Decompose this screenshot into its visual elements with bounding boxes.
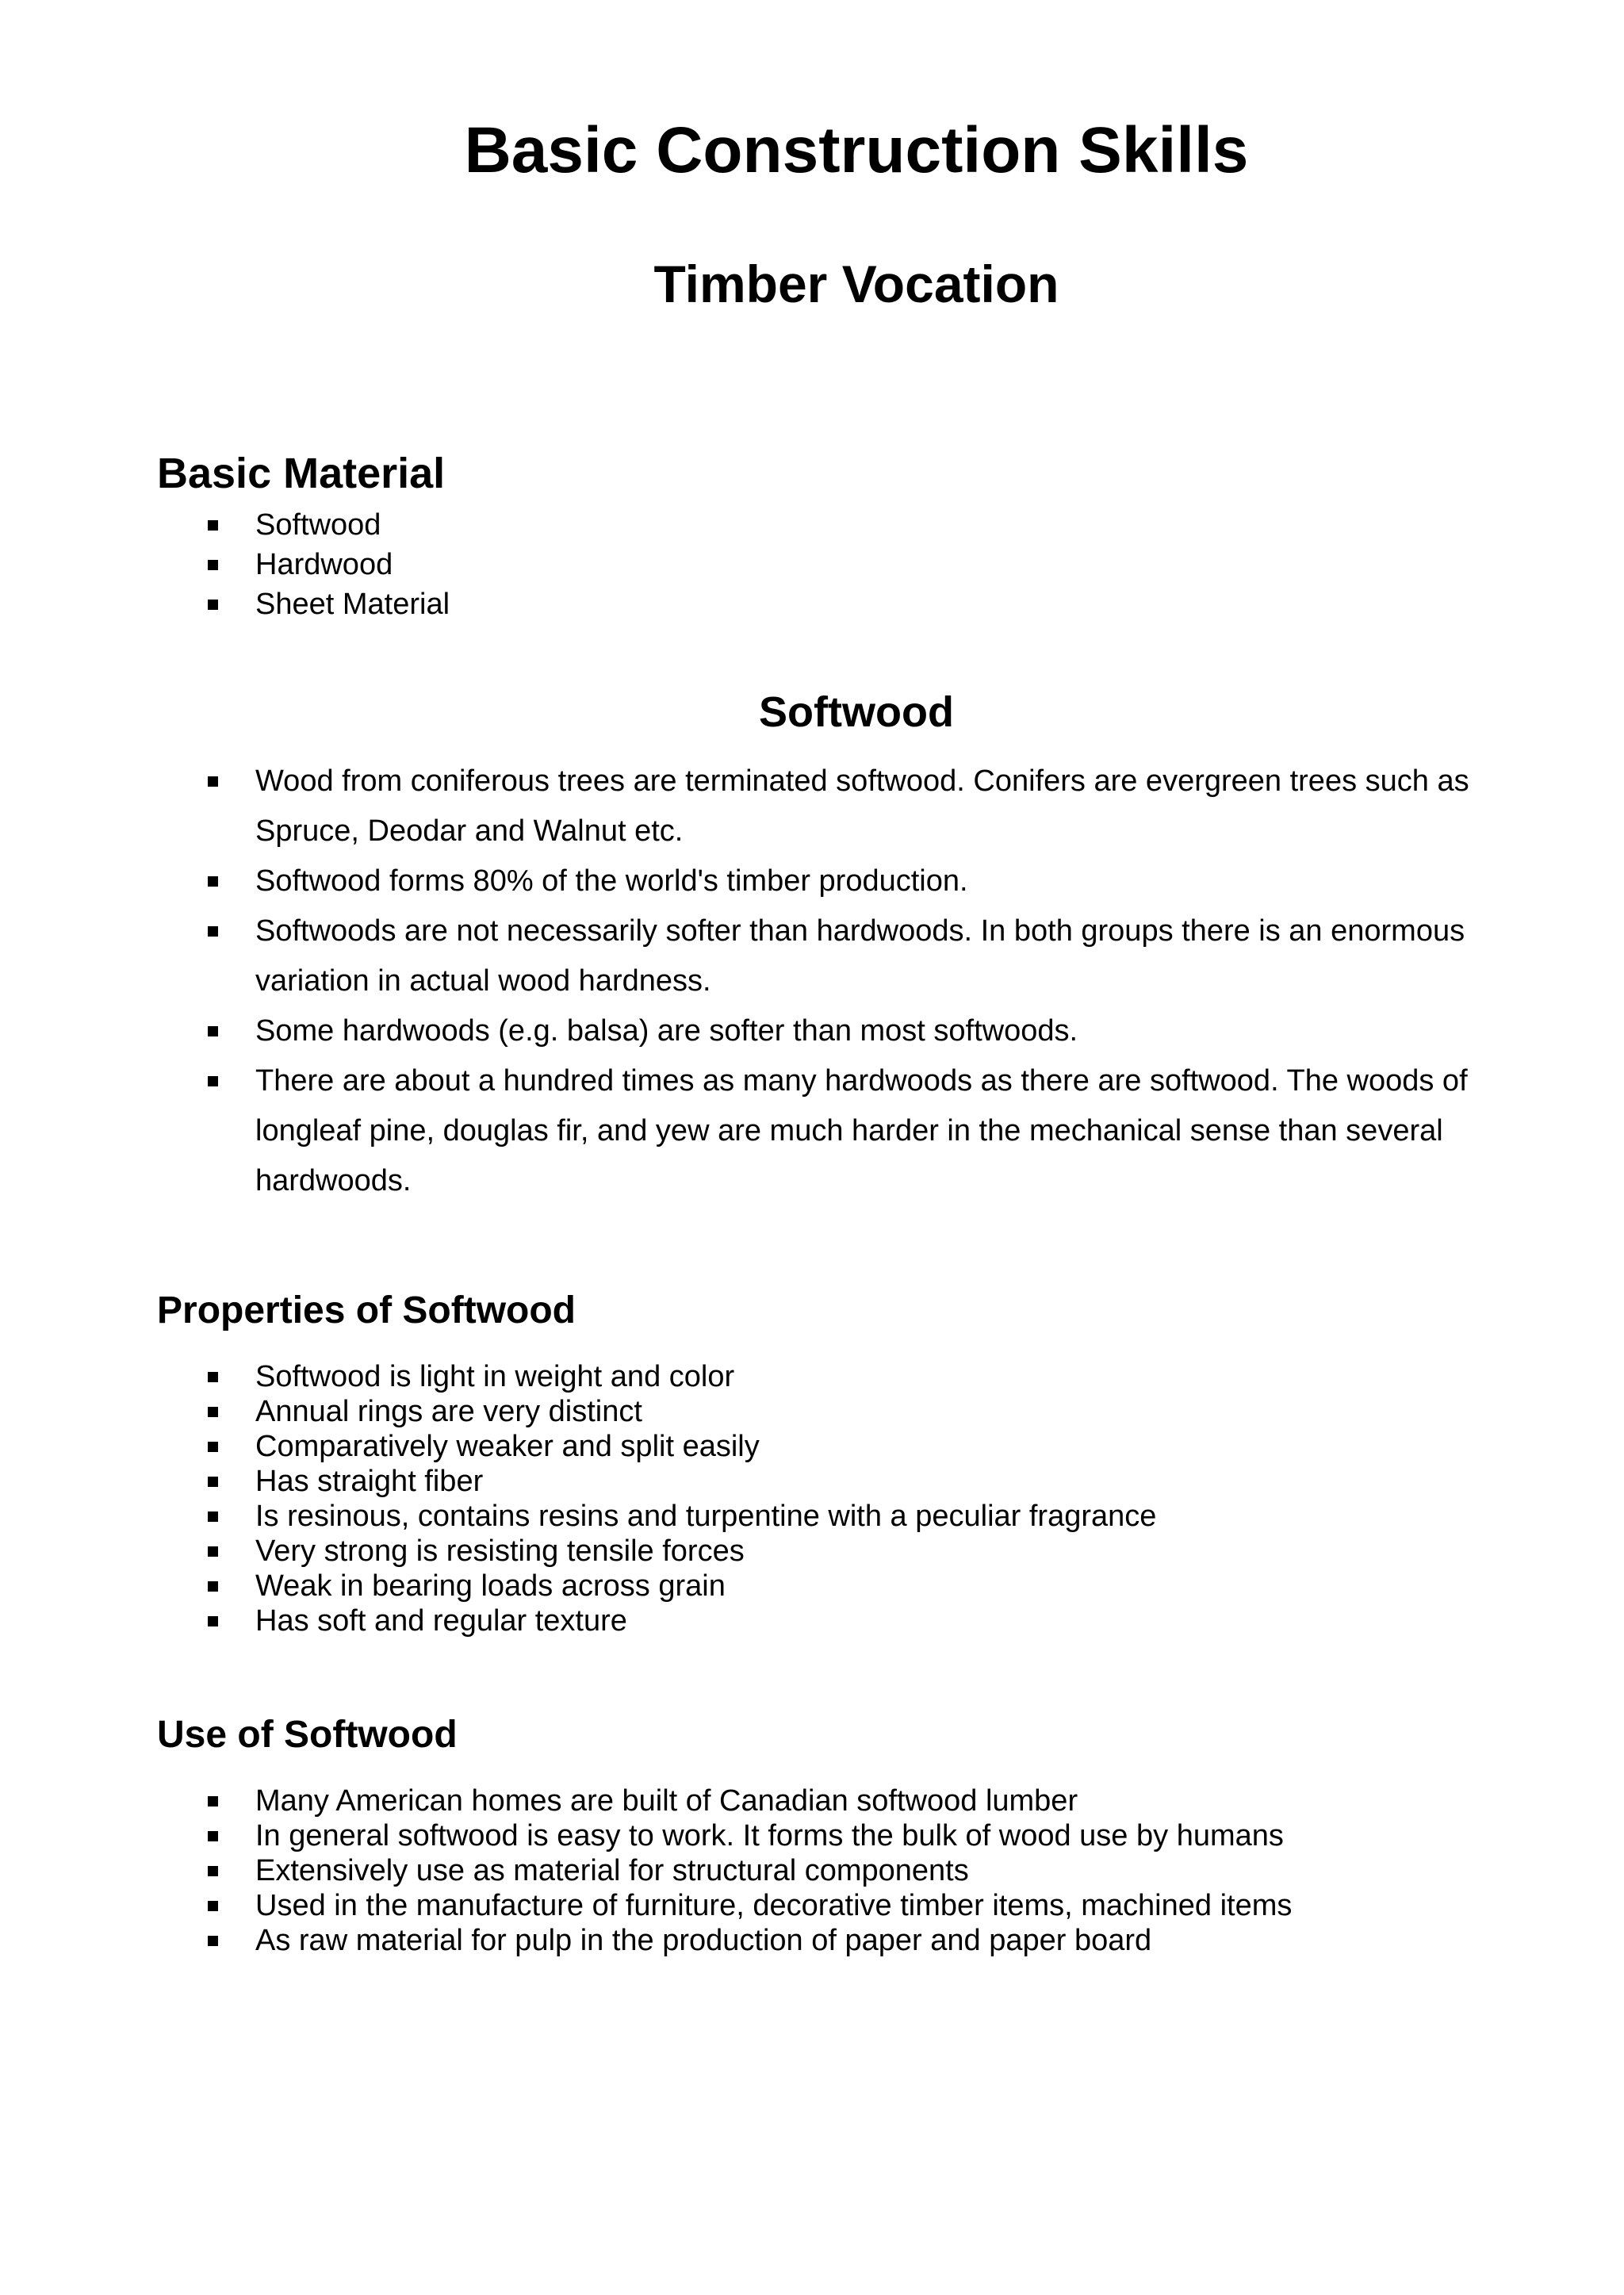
list-item: There are about a hundred times as many hardwoods as there are softwood. The woods of longleaf pine, douglas fir, and yew are much harder in the mechanical sense than several hardwoods. bbox=[157, 1056, 1576, 1206]
list-item: Comparatively weaker and split easily bbox=[157, 1429, 1156, 1464]
square-bullet-icon bbox=[208, 560, 218, 570]
list-item: Sheet Material bbox=[157, 584, 450, 624]
list-item: In general softwood is easy to work. It forms the bulk of wood use by humans bbox=[157, 1818, 1292, 1853]
square-bullet-icon bbox=[208, 776, 218, 787]
list-item: Softwood is light in weight and color bbox=[157, 1359, 1156, 1394]
uses-list bbox=[157, 1784, 1292, 1958]
list-item: Softwoods are not necessarily softer than hardwoods. In both groups there is an enormous variation in actual wood hardness. bbox=[157, 906, 1576, 1006]
properties-heading: Properties of Softwood bbox=[157, 1289, 576, 1331]
square-bullet-icon bbox=[208, 1796, 218, 1806]
square-bullet-icon bbox=[208, 520, 218, 531]
square-bullet-icon bbox=[208, 1616, 218, 1626]
document-title: Basic Construction Skills bbox=[464, 114, 1249, 186]
square-bullet-icon bbox=[208, 1936, 218, 1946]
square-bullet-icon bbox=[208, 600, 218, 610]
square-bullet-icon bbox=[208, 1026, 218, 1036]
uses-heading: Use of Softwood bbox=[157, 1714, 458, 1756]
square-bullet-icon bbox=[208, 1407, 218, 1417]
basic-material-heading: Basic Material bbox=[157, 450, 446, 497]
basic-material-list bbox=[157, 505, 450, 624]
list-item: Many American homes are built of Canadian softwood lumber bbox=[157, 1784, 1292, 1818]
square-bullet-icon bbox=[208, 1901, 218, 1911]
list-item: Wood from coniferous trees are terminated softwood. Conifers are evergreen trees such as Spruce, Deodar and Walnut etc. bbox=[157, 757, 1576, 856]
list-item: Is resinous, contains resins and turpentine with a peculiar fragrance bbox=[157, 1499, 1156, 1534]
list-item: Used in the manufacture of furniture, decorative timber items, machined items bbox=[157, 1888, 1292, 1923]
square-bullet-icon bbox=[208, 926, 218, 937]
list-item: Softwood bbox=[157, 505, 450, 545]
list-item: Softwood forms 80% of the world's timber production. bbox=[157, 856, 1576, 906]
square-bullet-icon bbox=[208, 1442, 218, 1452]
square-bullet-icon bbox=[208, 1511, 218, 1522]
properties-list bbox=[157, 1359, 1156, 1638]
document-subtitle: Timber Vocation bbox=[653, 255, 1059, 313]
square-bullet-icon bbox=[208, 1581, 218, 1592]
list-item: As raw material for pulp in the production of paper and paper board bbox=[157, 1923, 1292, 1958]
list-item: Very strong is resisting tensile forces bbox=[157, 1534, 1156, 1569]
square-bullet-icon bbox=[208, 1866, 218, 1876]
list-item: Hardwood bbox=[157, 545, 450, 584]
list-item: Weak in bearing loads across grain bbox=[157, 1569, 1156, 1603]
softwood-heading: Softwood bbox=[759, 688, 954, 736]
list-item: Some hardwoods (e.g. balsa) are softer than most softwoods. bbox=[157, 1006, 1576, 1056]
list-item: Annual rings are very distinct bbox=[157, 1394, 1156, 1429]
square-bullet-icon bbox=[208, 1831, 218, 1841]
square-bullet-icon bbox=[208, 1372, 218, 1382]
list-item: Extensively use as material for structural components bbox=[157, 1853, 1292, 1888]
softwood-list bbox=[157, 757, 1576, 1206]
square-bullet-icon bbox=[208, 1546, 218, 1557]
list-item: Has soft and regular texture bbox=[157, 1603, 1156, 1638]
square-bullet-icon bbox=[208, 1076, 218, 1086]
square-bullet-icon bbox=[208, 876, 218, 887]
list-item: Has straight fiber bbox=[157, 1464, 1156, 1499]
square-bullet-icon bbox=[208, 1477, 218, 1487]
